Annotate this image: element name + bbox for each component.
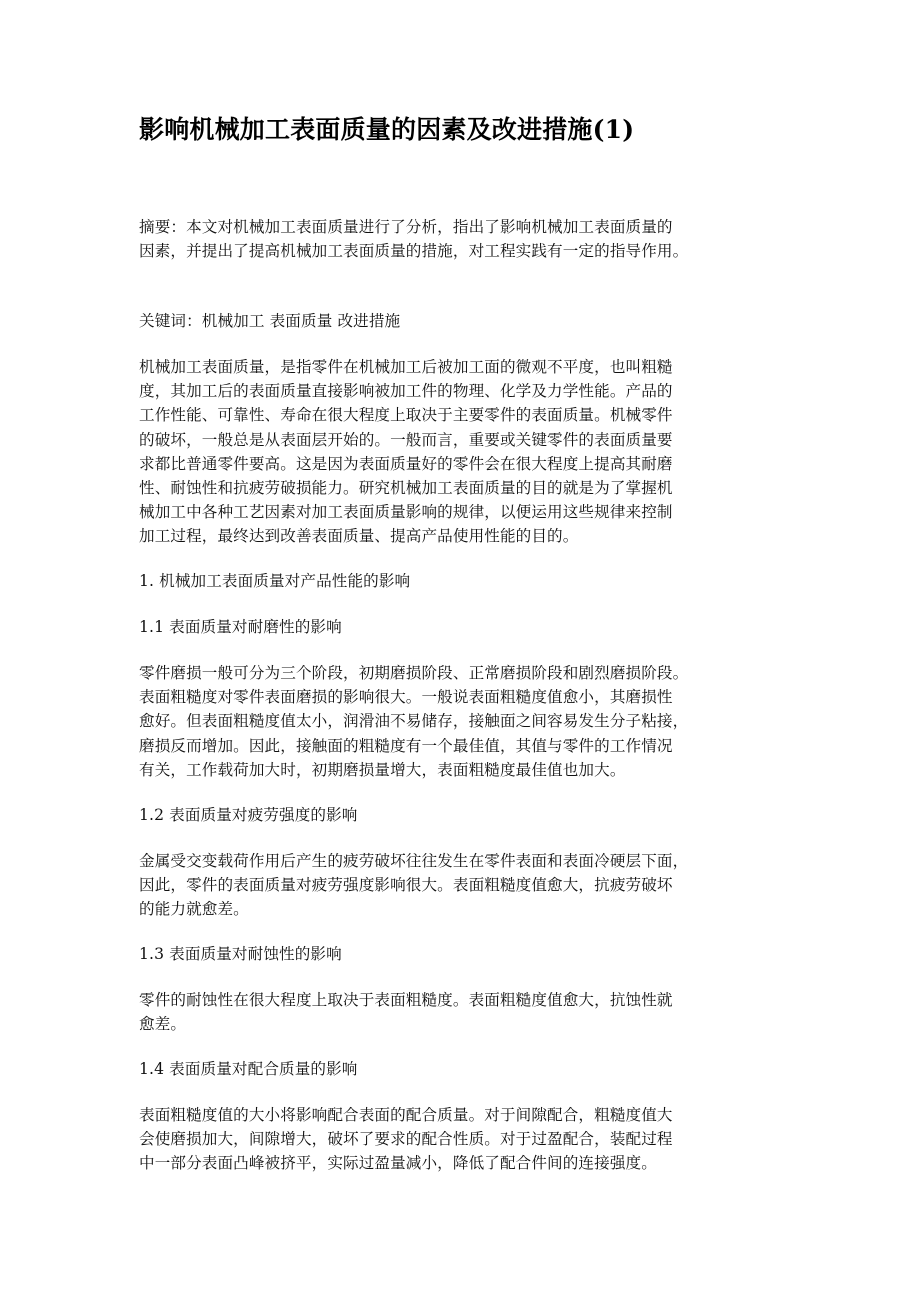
document-title: 影响机械加工表面质量的因素及改进措施(1) xyxy=(139,115,635,144)
keywords-line xyxy=(139,309,784,333)
paragraph-1-1-line-2: 表面粗糙度对零件表面磨损的影响很大。一般说表面粗糙度值愈小，其磨损性 xyxy=(139,688,673,707)
paragraph-1-4-line-3: 中一部分表面凸峰被挤平，实际过盈量减小，降低了配合件间的连接强度。 xyxy=(139,1154,657,1173)
intro-line-8: 加工过程，最终达到改善表面质量、提高产品使用性能的目的。 xyxy=(139,527,579,546)
section-heading-1-2-text: 1.2 表面质量对疲劳强度的影响 xyxy=(139,806,358,824)
intro-line-2: 度，其加工后的表面质量直接影响被加工件的物理、化学及力学性能。产品的 xyxy=(139,382,673,401)
paragraph-1-4 xyxy=(139,1103,784,1176)
intro-line-3: 工作性能、可靠性、寿命在很大程度上取决于主要零件的表面质量。机械零件 xyxy=(139,406,673,425)
paragraph-1-1-line-4: 磨损反而增加。因此，接触面的粗糙度有一个最佳值，其值与零件的工作情况 xyxy=(139,736,673,755)
section-heading-1-4-text: 1.4 表面质量对配合质量的影响 xyxy=(139,1060,358,1078)
paragraph-1-3 xyxy=(139,988,784,1036)
paragraph-1-2-line-2: 因此，零件的表面质量对疲劳强度影响很大。表面粗糙度值愈大，抗疲劳破坏 xyxy=(139,876,673,895)
paragraph-1-4-line-2: 会使磨损加大，间隙增大，破坏了要求的配合性质。对于过盈配合，装配过程 xyxy=(139,1130,673,1149)
section-heading-1-text: 1. 机械加工表面质量对产品性能的影响 xyxy=(139,572,411,590)
section-heading-1-2 xyxy=(139,803,784,827)
paragraph-1-2-line-3: 的能力就愈差。 xyxy=(139,900,249,919)
intro-line-5: 求都比普通零件要高。这是因为表面质量好的零件会在很大程度上提高其耐磨 xyxy=(139,454,673,473)
section-heading-1-4 xyxy=(139,1057,784,1081)
paragraph-1-1-line-5: 有关，工作载荷加大时，初期磨损量增大，表面粗糙度最佳值也加大。 xyxy=(139,760,626,779)
paragraph-1-1-line-1: 零件磨损一般可分为三个阶段，初期磨损阶段、正常磨损阶段和剧烈磨损阶段。 xyxy=(139,664,689,682)
paragraph-1-4-line-1: 表面粗糙度值的大小将影响配合表面的配合质量。对于间隙配合，粗糙度值大 xyxy=(139,1106,673,1124)
paragraph-1-2-line-1: 金属受交变载荷作用后产生的疲劳破坏往往发生在零件表面和表面冷硬层下面， xyxy=(139,852,689,870)
section-heading-1 xyxy=(139,569,784,593)
intro-paragraph xyxy=(139,355,784,549)
section-heading-1-1-text: 1.1 表面质量对耐磨性的影响 xyxy=(139,618,342,636)
paragraph-1-1 xyxy=(139,661,784,782)
intro-line-1: 机械加工表面质量，是指零件在机械加工后被加工面的微观不平度，也叫粗糙 xyxy=(139,358,673,376)
intro-line-4: 的破坏，一般总是从表面层开始的。一般而言，重要或关键零件的表面质量要 xyxy=(139,430,673,449)
keywords-text: 关键词：机械加工 表面质量 改进措施 xyxy=(139,312,401,330)
intro-line-6: 性、耐蚀性和抗疲劳破损能力。研究机械加工表面质量的目的就是为了掌握机 xyxy=(139,479,673,498)
abstract-line-1: 摘要：本文对机械加工表面质量进行了分析，指出了影响机械加工表面质量的 xyxy=(139,218,673,236)
section-heading-1-3-text: 1.3 表面质量对耐蚀性的影响 xyxy=(139,945,342,963)
paragraph-1-3-line-1: 零件的耐蚀性在很大程度上取决于表面粗糙度。表面粗糙度值愈大，抗蚀性就 xyxy=(139,991,673,1009)
paragraph-1-1-line-3: 愈好。但表面粗糙度值太小，润滑油不易储存，接触面之间容易发生分子粘接， xyxy=(139,712,689,731)
paragraph-1-2 xyxy=(139,849,784,922)
abstract-line-2: 因素，并提出了提高机械加工表面质量的措施，对工程实践有一定的指导作用。 xyxy=(139,242,689,261)
abstract-paragraph xyxy=(139,215,784,263)
paragraph-1-3-line-2: 愈差。 xyxy=(139,1015,187,1034)
section-heading-1-1 xyxy=(139,615,784,639)
intro-line-7: 械加工中各种工艺因素对加工表面质量影响的规律，以便运用这些规律来控制 xyxy=(139,503,673,522)
section-heading-1-3 xyxy=(139,942,784,966)
